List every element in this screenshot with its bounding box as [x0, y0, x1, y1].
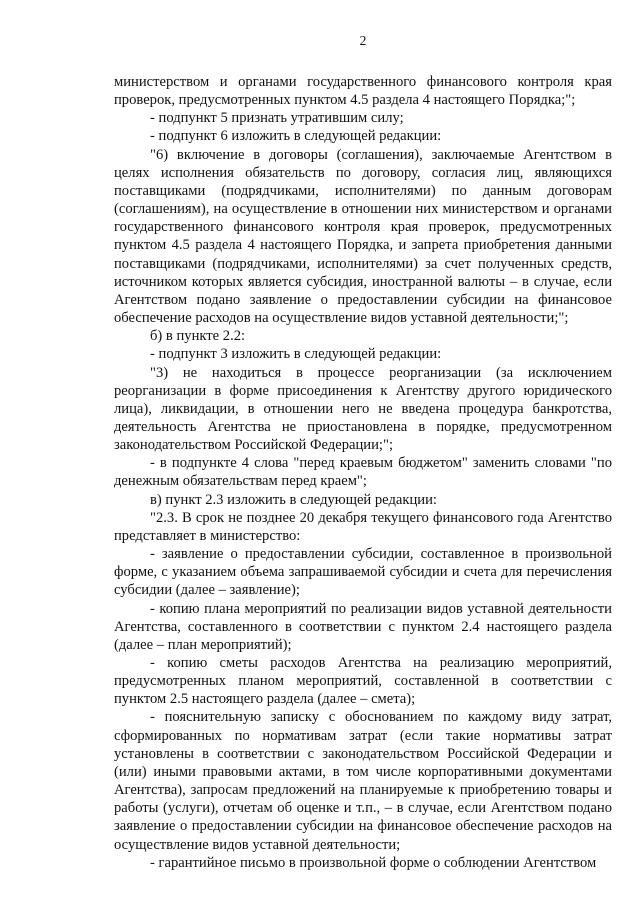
paragraph: в) пункт 2.3 изложить в следующей редакции: — [150, 491, 437, 508]
paragraph: - подпункт 5 признать утратившим силу; — [150, 110, 404, 127]
paragraph: - заявление о предоставлении субсидии, составленное в произвольной форме, с указанием объема запрашиваемой субсидии и счета для перечисления субсидии (далее – заявление); — [114, 546, 612, 599]
paragraph: б) в пункте 2.2: — [150, 328, 246, 345]
paragraph: - пояснительную записку с обоснованием по каждому виду затрат, сформированных по нормативам затрат (если такие нормативы затрат установлены в соответствии с законодательством Российской Федерации и (или) иными правовыми актами, в том числе корпоративными документами Агентства), запросам предложений на планируемые к приобретению товары и работы (услуги), отчетам об оценке и т.п., – в случае, если Агентством подано заявление о предоставлении субсидии на финансовое обеспечение расходов на осуществление видов уставной деятельности; — [114, 709, 612, 853]
paragraph: - подпункт 3 изложить в следующей редакции: — [150, 346, 442, 363]
paragraph: "6) включение в договоры (соглашения), заключаемые Агентством в целях исполнения обязательств по договору, согласия лиц, являющихся поставщиками (подрядчиками, исполнителями) по данным договорам (соглашениям), на осуществление в отношении них министерством и органами государственного финансового контроля края проверок, предусмотренных пунктом 4.5 раздела 4 настоящего Порядка, и запрета приобретения данными поставщиками (подрядчиками, исполнителями) за счет полученных средств, источником которых является субсидия, иностранной валюты – в случае, если Агентством подано заявление о предоставлении субсидии на финансовое обеспечение расходов на осуществление видов уставной деятельности;"; — [114, 146, 612, 327]
paragraph: - гарантийное письмо в произвольной форме о соблюдении Агентством — [150, 854, 597, 871]
paragraph: министерством и органами государственного финансового контроля края проверок, предусмотренных пунктом 4.5 раздела 4 настоящего Порядка;"; — [114, 74, 612, 109]
paragraph: - копию плана мероприятий по реализации видов уставной деятельности Агентства, составленного в соответствии с пунктом 2.4 настоящего раздела (далее – план мероприятий); — [114, 600, 612, 653]
paragraph: "2.3. В срок не позднее 20 декабря текущего финансового года Агентство представляет в министерство: — [114, 509, 612, 544]
paragraph: "3) не находиться в процессе реорганизации (за исключением реорганизации в форме присоединения к Агентству другого юридического лица), ликвидации, в отношении него не введена процедура банкротства, деятельность Агентства не приостановлена в порядке, предусмотренном законодательством Российской Федерации;"; — [114, 364, 612, 454]
paragraph: - копию сметы расходов Агентства на реализацию мероприятий, предусмотренных планом мероприятий, составленной в соответствии с пунктом 2.5 настоящего раздела (далее – смета); — [114, 655, 612, 708]
page-number: 2 — [359, 33, 367, 48]
paragraph: - подпункт 6 изложить в следующей редакции: — [150, 128, 442, 145]
paragraph: - в подпункте 4 слова "перед краевым бюджетом" заменить словами "по денежным обязательствам перед краем"; — [114, 455, 612, 490]
document-body — [114, 73, 612, 872]
